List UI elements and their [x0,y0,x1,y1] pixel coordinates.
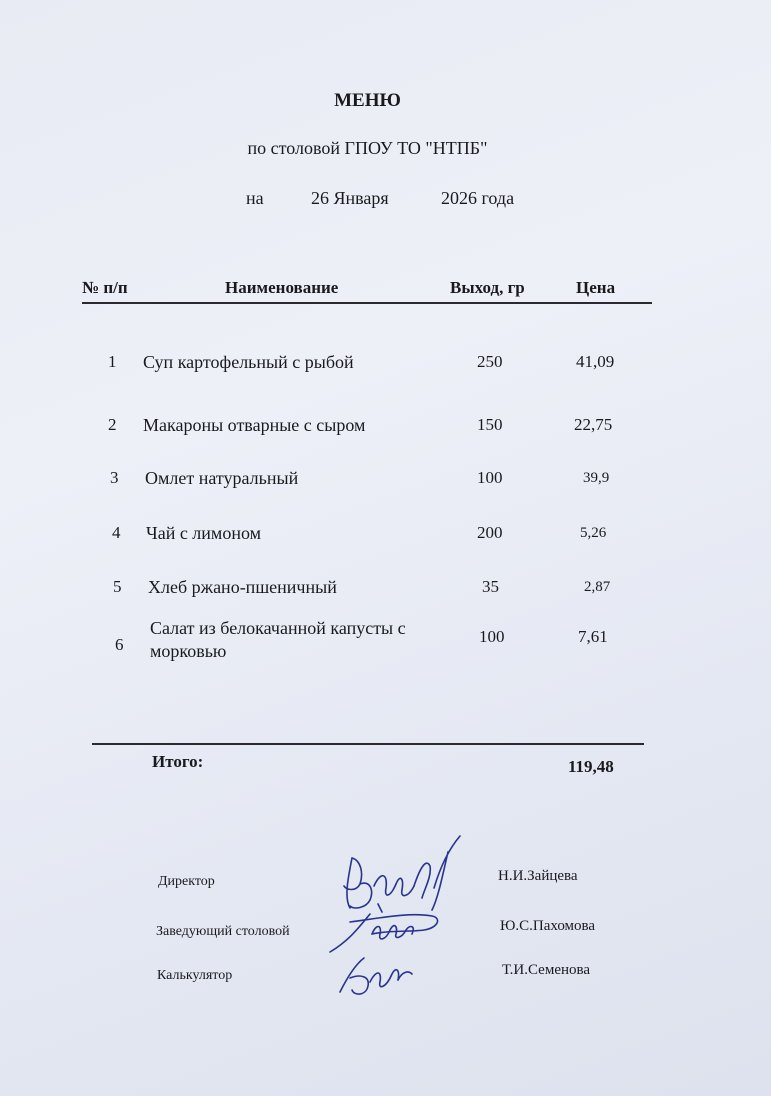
date-prefix: на [246,188,264,208]
row-3-number: 3 [110,468,119,487]
row-2-number: 2 [108,415,117,434]
header-rule [82,302,652,304]
signature-role-calculator: Калькулятор [157,968,233,983]
row-4-weight: 200 [477,523,503,542]
row-6-name-line2: морковью [150,641,227,661]
row-1-price: 41,09 [576,352,615,371]
header-name: Наименование [225,278,339,297]
row-5-name: Хлеб ржано-пшеничный [148,577,337,597]
row-4-name: Чай с лимоном [146,523,261,543]
row-6-price: 7,61 [578,627,608,646]
document-title: МЕНЮ [334,90,401,111]
header-number: № п/п [82,278,128,297]
row-2-price: 22,75 [574,415,613,434]
header-weight: Выход, гр [450,278,525,297]
total-value: 119,48 [568,757,614,776]
row-5-weight: 35 [482,577,499,596]
row-4-price: 5,26 [580,525,607,541]
signature-role-director: Директор [158,874,215,889]
row-3-price: 39,9 [583,470,610,486]
signature-calculator-icon [330,952,420,1002]
date-day: 26 Января [311,188,389,208]
total-rule [92,743,644,745]
signature-name-director: Н.И.Зайцева [498,868,578,884]
row-3-weight: 100 [477,468,503,487]
row-4-number: 4 [112,523,121,542]
row-1-name: Суп картофельный с рыбой [143,352,354,372]
row-6-number: 6 [115,635,124,654]
total-label: Итого: [152,752,204,771]
row-1-weight: 250 [477,352,503,371]
header-price: Цена [576,278,616,297]
document-subtitle: по столовой ГПОУ ТО "НТПБ" [247,138,488,158]
signature-name-canteen-head: Ю.С.Пахомова [500,918,596,934]
row-2-name: Макароны отварные с сыром [143,415,366,435]
row-2-weight: 150 [477,415,503,434]
row-5-price: 2,87 [584,579,611,595]
row-5-number: 5 [113,577,122,596]
signature-canteen-head-icon [320,900,450,960]
row-6-name-line1: Салат из белокачанной капусты с [150,618,406,638]
row-3-name: Омлет натуральный [145,468,299,488]
signature-role-canteen-head: Заведующий столовой [156,924,290,939]
signature-name-calculator: Т.И.Семенова [502,962,591,978]
row-1-number: 1 [108,352,117,371]
date-year: 2026 года [441,188,515,208]
row-6-weight: 100 [479,627,505,646]
